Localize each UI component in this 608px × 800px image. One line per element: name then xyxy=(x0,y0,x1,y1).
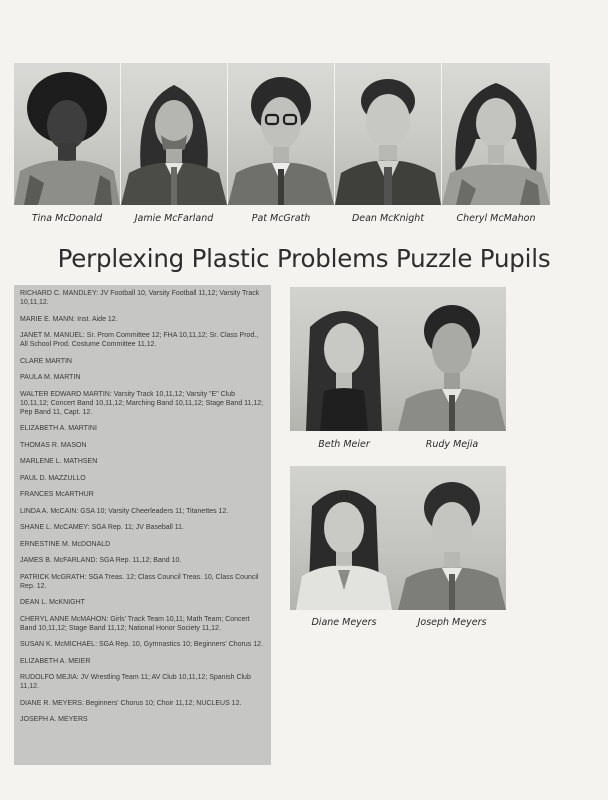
portrait-figure xyxy=(228,63,334,205)
roster-entry: RICHARD C. MANDLEY: JV Football 10, Varsity Football 11,12; Varsity Track 10,11,12. xyxy=(20,290,260,306)
roster-entry: MARIE E. MANN: Inst. Aide 12. xyxy=(20,315,118,323)
roster-entry: ELIZABETH A. MEIER xyxy=(20,657,91,665)
roster-entry: DEAN L. McKNIGHT xyxy=(20,599,85,606)
roster-entry: ELIZABETH A. MARTINI xyxy=(20,425,97,432)
portrait-caption: Dean McKnight xyxy=(351,213,425,224)
portrait-figure xyxy=(121,63,227,205)
roster-entry: FRANCES McARTHUR xyxy=(20,491,94,498)
portrait-caption: Cheryl McMahon xyxy=(456,213,536,224)
portrait-figure xyxy=(398,287,506,431)
portrait-caption: Jamie McFarland xyxy=(134,213,214,224)
portrait-photo xyxy=(121,63,227,205)
portrait-photo xyxy=(290,287,398,431)
roster-entry: PAUL D. MAZZULLO xyxy=(20,474,86,482)
roster-entry: RUDOLFO MEJIA: JV Wrestling Team 11; AV Club 10,11,12; Spanish Club 11,12. xyxy=(20,674,251,690)
portrait-photo xyxy=(442,63,550,205)
portrait-caption: Diane Meyers xyxy=(311,617,377,628)
roster-entry: JOSEPH A. MEYERS xyxy=(20,716,88,723)
portrait-photo xyxy=(398,287,506,431)
roster-entry: PATRICK McGRATH: SGA Treas. 12; Class Council Treas. 10, Class Council Rep. 12. xyxy=(20,573,259,590)
portrait-photo xyxy=(335,63,441,205)
portrait-photo xyxy=(14,63,120,205)
portrait-figure xyxy=(398,466,506,610)
portrait-figure xyxy=(442,63,550,205)
page-headline: Perplexing Plastic Problems Puzzle Pupils xyxy=(57,244,551,273)
portrait-photo xyxy=(228,63,334,205)
top-portrait-row xyxy=(14,63,550,205)
roster-entry: CHERYL ANNE McMAHON: Girls' Track Team 10,11; Math Team; Concert Band 10,11,12; Stage Band 11,12; National Honor Society 11,12. xyxy=(20,615,250,632)
roster-entry: ERNESTINE M. McDONALD xyxy=(20,540,111,548)
portrait-figure xyxy=(290,287,398,431)
portrait-caption: Joseph Meyers xyxy=(417,617,487,628)
portrait-photo xyxy=(290,466,398,610)
portrait-caption: Beth Meier xyxy=(318,439,370,450)
roster-entry: WALTER EDWARD MARTIN: Varsity Track 10,11,12; Varsity "E" Club 10,11,12; Concert Band 10,11,12; Marching Band 10,11,12; Stage Band 11,12; Pep Band 11, Capt. 12. xyxy=(20,390,264,416)
portrait-caption: Rudy Mejia xyxy=(425,439,479,450)
portrait-figure xyxy=(290,466,398,610)
portrait-figure xyxy=(14,63,120,205)
roster-entry: JANET M. MANUEL: Sr. Prom Committee 12; FHA 10,11,12; Sr. Class Prod., All School Prod. Costume Committee 11,12. xyxy=(20,332,259,348)
portrait-photo xyxy=(398,466,506,610)
roster-entry: SUSAN K. McMICHAEL: SGA Rep. 10, Gymnastics 10; Beginners' Chorus 12. xyxy=(20,641,263,648)
roster-entry: JAMES B. McFARLAND: SGA Rep. 11,12; Band 10. xyxy=(20,557,182,564)
roster-entry: THOMAS R. MASON xyxy=(20,441,87,449)
roster-entry: DIANE R. MEYERS: Beginners' Chorus 10; Choir 11,12; NUCLEUS 12. xyxy=(20,699,242,707)
portrait-figure xyxy=(335,63,441,205)
roster-entry: PAULA M. MARTIN xyxy=(20,374,81,381)
portrait-caption: Pat McGrath xyxy=(251,213,311,224)
roster-entry: CLARE MARTIN xyxy=(20,357,72,365)
roster-entry: MARLENE L. MATHSEN xyxy=(20,458,98,465)
roster-entry: SHANE L. McCAMEY: SGA Rep. 11; JV Baseball 11. xyxy=(20,524,184,531)
portrait-caption: Tina McDonald xyxy=(31,213,103,224)
student-roster xyxy=(14,285,271,765)
roster-entry: LINDA A. McCAIN: GSA 10; Varsity Cheerleaders 11; Titanettes 12. xyxy=(20,507,229,515)
